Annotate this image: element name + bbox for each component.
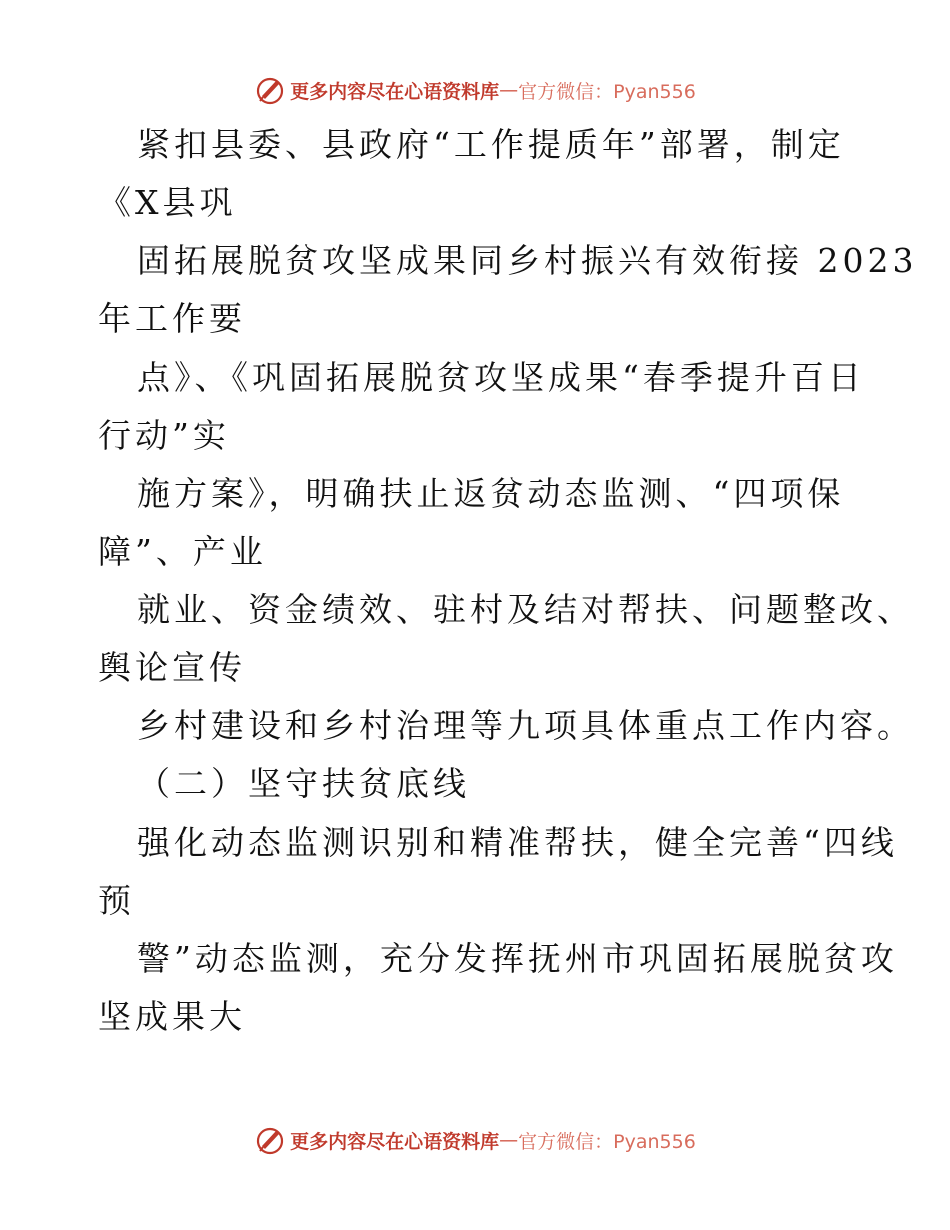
body-line: 紧扣县委、县政府“工作提质年”部署，制定 [137, 125, 845, 164]
body-line: 年工作要 [98, 299, 246, 338]
body-line: 障”、产业 [98, 532, 267, 571]
body-line: 乡村建设和乡村治理等九项具体重点工作内容。 [137, 706, 914, 745]
body-line: 预 [98, 881, 135, 920]
body-line: 坚成果大 [98, 997, 246, 1036]
body-line: 舆论宣传 [98, 648, 246, 687]
watermark-text: 更多内容尽在心语资料库 [290, 1130, 500, 1153]
watermark-contact: 官方微信：Pyan556 [518, 80, 696, 103]
footer-watermark [0, 1120, 950, 1160]
body-line: 《X县巩 [98, 183, 237, 222]
watermark-text: 更多内容尽在心语资料库 [290, 80, 500, 103]
watermark-dash: — [499, 79, 519, 101]
body-line: 就业、资金绩效、驻村及结对帮扶、问题整改、 [137, 590, 914, 629]
quill-logo-icon [254, 1124, 286, 1156]
body-line: 施方案》，明确扶止返贫动态监测、“四项保 [137, 474, 845, 513]
header-watermark [0, 70, 950, 110]
body-line: 固拓展脱贫攻坚成果同乡村振兴有效衔接 2023 [137, 241, 918, 280]
body-line: 警”动态监测，充分发挥抚州市巩固拓展脱贫攻 [137, 939, 898, 978]
watermark-contact: 官方微信：Pyan556 [518, 1130, 696, 1153]
section-heading: （二）坚守扶贫底线 [137, 764, 470, 803]
watermark-dash: — [499, 1129, 519, 1151]
quill-logo-icon [254, 74, 286, 106]
body-line: 强化动态监测识别和精准帮扶，健全完善“四线 [137, 823, 898, 862]
body-line: 点》、《巩固拓展脱贫攻坚成果“春季提升百日 [137, 358, 865, 397]
body-line: 行动”实 [98, 416, 230, 455]
